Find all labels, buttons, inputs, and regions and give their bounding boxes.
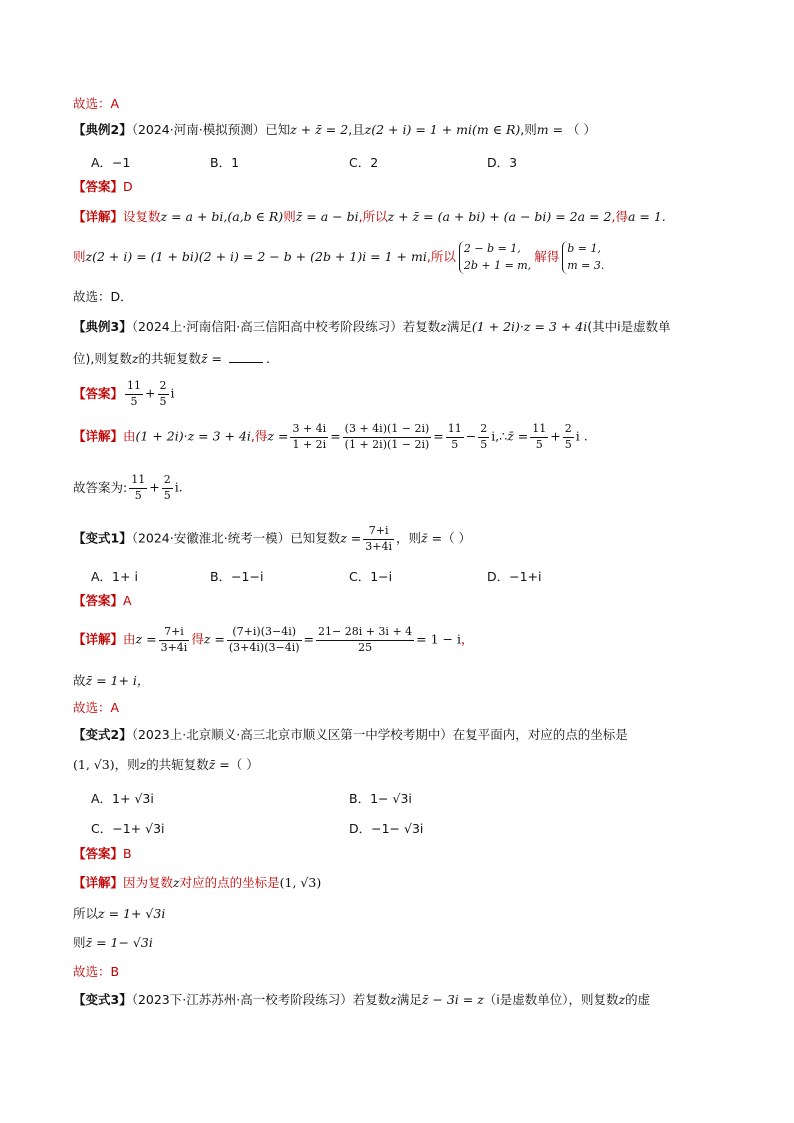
text: ，则	[114, 757, 140, 772]
detail-label: 【详解】	[73, 875, 124, 890]
numerator: 3 + 4i	[290, 423, 328, 438]
equals: =	[433, 428, 444, 444]
example-2-tail: = （ ）	[548, 122, 596, 137]
answer-label: 【答案】	[73, 179, 124, 194]
answer-label: 【答案】	[73, 846, 124, 861]
text: 的共轭复数	[146, 757, 209, 772]
detail-math: z + z̄ = (a + bi) + (a − bi) = 2a = 2	[387, 209, 612, 224]
math: z̄ = 1− √3i	[85, 935, 153, 950]
numerator: 11	[446, 423, 464, 438]
variant-2-option-d[interactable]: D．−1− √3i	[349, 821, 424, 836]
equation-system-1	[459, 241, 531, 274]
choose-text: 故选：D．	[73, 289, 133, 304]
variant-1-source: （2024·安徽淮北·统考一模）已知复数	[131, 530, 341, 546]
numerator: 21− 28i + 3i + 4	[316, 626, 414, 641]
example-2-option-a[interactable]: A．−1	[91, 155, 131, 170]
choose-text: 故选：A	[73, 700, 120, 715]
example-3-tag: 【典例3】	[73, 319, 132, 334]
var-z: z	[131, 351, 139, 366]
variant-2-source: （2023上·北京顺义·高三北京市顺义区第一中学校考期中）在复平面内，对应的点的坐标是	[131, 727, 628, 742]
conclusion-line	[73, 97, 119, 111]
variant-2-tag: 【变式2】	[73, 727, 132, 742]
denominator: 5	[480, 437, 488, 451]
detail-text: 设复数	[123, 209, 161, 224]
detail-text: 由	[123, 428, 136, 444]
var-z-bar: z̄	[200, 351, 208, 366]
var-z: z	[618, 992, 626, 1007]
math: z̄ = 1+ i，	[85, 673, 150, 688]
detail-math: z =	[267, 428, 289, 444]
variant-1-option-d[interactable]: D．−1+i	[487, 569, 542, 584]
text: 满足	[396, 992, 422, 1007]
answer-blank[interactable]	[229, 362, 263, 363]
text: （ ）	[229, 757, 259, 772]
math: z̄ =	[421, 530, 443, 546]
text: 的虚	[625, 992, 651, 1007]
detail-text: 则	[73, 249, 86, 264]
denominator: (3+4i)(3−4i)	[228, 640, 300, 654]
example-2-cond2: z(2 + i) = 1 + mi(m ∈ R)	[364, 122, 521, 137]
equals: =	[303, 631, 314, 647]
detail-text: ,所以	[358, 209, 388, 224]
fraction	[125, 380, 143, 408]
text: 故	[73, 673, 86, 688]
numerator: 2	[563, 423, 574, 438]
detail-math: z̄ = a − bi	[295, 209, 359, 224]
variant-2-detail-1	[73, 876, 321, 890]
text: 则	[73, 935, 86, 950]
detail-text: ,所以	[426, 249, 456, 264]
example-2-choose	[73, 290, 133, 304]
detail-label: 【详解】	[73, 209, 124, 224]
var-z: z	[440, 319, 447, 334]
detail-math: z(2 + i) = (1 + bi)(2 + i) = 2 − b + (2b + 1)i = 1 + mi	[85, 249, 427, 264]
detail-math: i .	[575, 428, 588, 444]
equation-system-2	[562, 241, 604, 274]
detail-math: z̄ =	[507, 428, 529, 444]
text: 位),则复数	[73, 351, 132, 366]
math: z̄ − 3i = z	[421, 992, 484, 1007]
numerator: 2	[162, 474, 173, 489]
denominator: 5	[134, 488, 142, 502]
detail-math: (1 + 2i)·z = 3 + 4i	[135, 428, 251, 444]
example-2-tag: 【典例2】	[73, 122, 132, 137]
fraction	[530, 423, 548, 451]
example-2-source: （2024·河南·模拟预测）已知	[131, 122, 291, 137]
variant-2-option-a[interactable]: A．1+ √3i	[91, 791, 154, 806]
example-2-option-d[interactable]: D．3	[487, 155, 518, 170]
example-3-answer	[73, 380, 175, 408]
equation: (1 + 2i)·z = 3 + 4i	[471, 319, 588, 334]
example-3-source: （2024上·河南信阳·高三信阳高中校考阶段练习）若复数	[131, 319, 441, 334]
numerator: 2	[478, 423, 489, 438]
example-3-detail	[73, 423, 588, 451]
denominator: 25	[358, 640, 373, 654]
denominator: (1 + 2i)(1 − 2i)	[344, 437, 430, 451]
denominator: 5	[535, 437, 543, 451]
example-3-question-line-1	[73, 320, 671, 334]
variant-1-detail	[73, 626, 474, 654]
numerator: (7+i)(3−4i)	[227, 626, 302, 641]
example-2-detail-line-2	[73, 241, 607, 274]
example-3-final	[73, 474, 183, 502]
text: （ ）	[442, 530, 472, 546]
example-3-question-line-2	[73, 352, 270, 366]
variant-1-option-b[interactable]: B．−1−i	[210, 569, 264, 584]
math: z = 1+ √3i	[98, 906, 166, 921]
example-2-var: m	[536, 122, 549, 137]
plus: +	[149, 479, 160, 495]
detail-text: 因为复数	[123, 875, 174, 890]
detail-label: 【详解】	[73, 631, 124, 647]
variant-2-option-c[interactable]: C．−1+ √3i	[91, 821, 165, 836]
denominator: 5	[130, 394, 138, 408]
example-2-cond1: z + z̄ = 2	[290, 122, 349, 137]
math: z =	[340, 530, 362, 546]
variant-2-option-b[interactable]: B．1− √3i	[349, 791, 412, 806]
fraction	[227, 626, 302, 654]
final-math: i.	[174, 479, 183, 495]
answer-value: D	[123, 179, 133, 194]
detail-text: ,得	[250, 428, 268, 444]
text: (其中i是虚数单	[587, 319, 671, 334]
fraction	[158, 380, 169, 408]
variant-2-question-line-2	[73, 758, 259, 772]
numerator: 7+i	[363, 525, 394, 540]
detail-text: 对应的点的坐标是	[179, 875, 280, 890]
example-2-question	[73, 123, 596, 137]
var-z: z	[390, 992, 397, 1007]
text: 的共轭复数	[138, 351, 201, 366]
text: （i是虚数单位），则复数	[483, 992, 619, 1007]
fraction	[290, 423, 328, 451]
fraction	[129, 474, 147, 502]
variant-3-question	[73, 993, 650, 1007]
variant-1-option-a[interactable]: A．1+ i	[91, 569, 138, 584]
numerator: 11	[125, 380, 143, 395]
example-2-ask: ,则	[520, 122, 537, 137]
text: =	[207, 351, 226, 366]
example-2-mid: ,且	[348, 122, 365, 137]
variant-2-choose	[73, 965, 119, 979]
detail-text: ,得	[611, 209, 628, 224]
fraction	[343, 423, 432, 451]
variant-1-answer	[73, 594, 132, 608]
minus: −	[465, 428, 477, 444]
text: 满足	[446, 319, 472, 334]
variant-3-source: （2023下·江苏苏州·高一校考阶段练习）若复数	[131, 992, 391, 1007]
system-1-row-2: 2b + 1 = m,	[463, 258, 532, 272]
var-z: z	[173, 875, 180, 890]
var-z: z	[139, 757, 147, 772]
answer-value: B	[123, 846, 132, 861]
detail-text: 解得	[534, 249, 560, 264]
detail-text: 得	[191, 631, 204, 647]
denominator: 5	[451, 437, 459, 451]
system-2-row-1: b = 1,	[567, 242, 601, 255]
answer-label: 【答案】	[73, 593, 124, 608]
answer-value: A	[123, 593, 132, 608]
detail-math: z = a + bi,(a,b ∈ R)	[160, 209, 284, 224]
denominator: 5	[163, 488, 171, 502]
variant-1-option-c[interactable]: C．1−i	[349, 569, 393, 584]
variant-2-detail-3	[73, 936, 153, 950]
answer-label: 【答案】	[73, 385, 124, 401]
detail-text: 由	[123, 631, 136, 647]
system-2-row-2: m = 3.	[567, 258, 605, 272]
detail-math: a = 1.	[627, 209, 666, 224]
conclusion-text: 故选：A	[73, 96, 120, 111]
final-label: 故答案为:	[73, 479, 128, 495]
system-1-row-1: 2 − b = 1,	[463, 242, 521, 255]
fraction	[446, 423, 464, 451]
imag-unit: i	[170, 385, 175, 401]
numerator: 11	[129, 474, 147, 489]
variant-2-answer	[73, 847, 132, 861]
math: (1, √3)	[73, 757, 115, 772]
fraction	[478, 423, 489, 451]
example-2-option-c[interactable]: C．2	[349, 155, 379, 170]
denominator: 5	[159, 394, 167, 408]
variant-2-question-line-1	[73, 728, 628, 742]
numerator: (3 + 4i)(1 − 2i)	[343, 423, 432, 438]
fraction	[159, 626, 190, 654]
text: .	[265, 351, 270, 366]
variant-1-question	[73, 525, 471, 553]
numerator: 7+i	[159, 626, 190, 641]
detail-math: i,∴	[491, 428, 508, 444]
variant-1-so	[73, 674, 149, 688]
variant-1-tag: 【变式1】	[73, 530, 132, 546]
fraction	[162, 474, 173, 502]
math: z̄ =	[208, 757, 230, 772]
equals: =	[330, 428, 341, 444]
detail-text: ，	[461, 631, 474, 647]
text: ，则	[396, 530, 422, 546]
numerator: 2	[158, 380, 169, 395]
fraction	[363, 525, 394, 553]
plus: +	[145, 385, 156, 401]
example-2-answer	[73, 180, 133, 194]
math: (1, √3)	[279, 875, 322, 890]
fraction	[316, 626, 414, 654]
variant-1-choose	[73, 701, 119, 715]
detail-label: 【详解】	[73, 428, 124, 444]
denominator: 1 + 2i	[292, 437, 327, 451]
math: z =	[203, 631, 225, 647]
denominator: 3+4i	[160, 640, 188, 654]
denominator: 5	[564, 437, 572, 451]
example-2-option-b[interactable]: B．1	[210, 155, 240, 170]
numerator: 11	[530, 423, 548, 438]
detail-text: 则	[283, 209, 296, 224]
math: = 1 − i	[416, 631, 461, 647]
variant-3-tag: 【变式3】	[73, 992, 132, 1007]
math: z =	[135, 631, 157, 647]
variant-2-detail-2	[73, 907, 165, 921]
denominator: 3+4i	[365, 539, 392, 553]
text: 所以	[73, 906, 99, 921]
example-2-detail-line-1	[73, 210, 666, 224]
fraction	[563, 423, 574, 451]
plus: +	[550, 428, 561, 444]
choose-text: 故选：B	[73, 964, 120, 979]
